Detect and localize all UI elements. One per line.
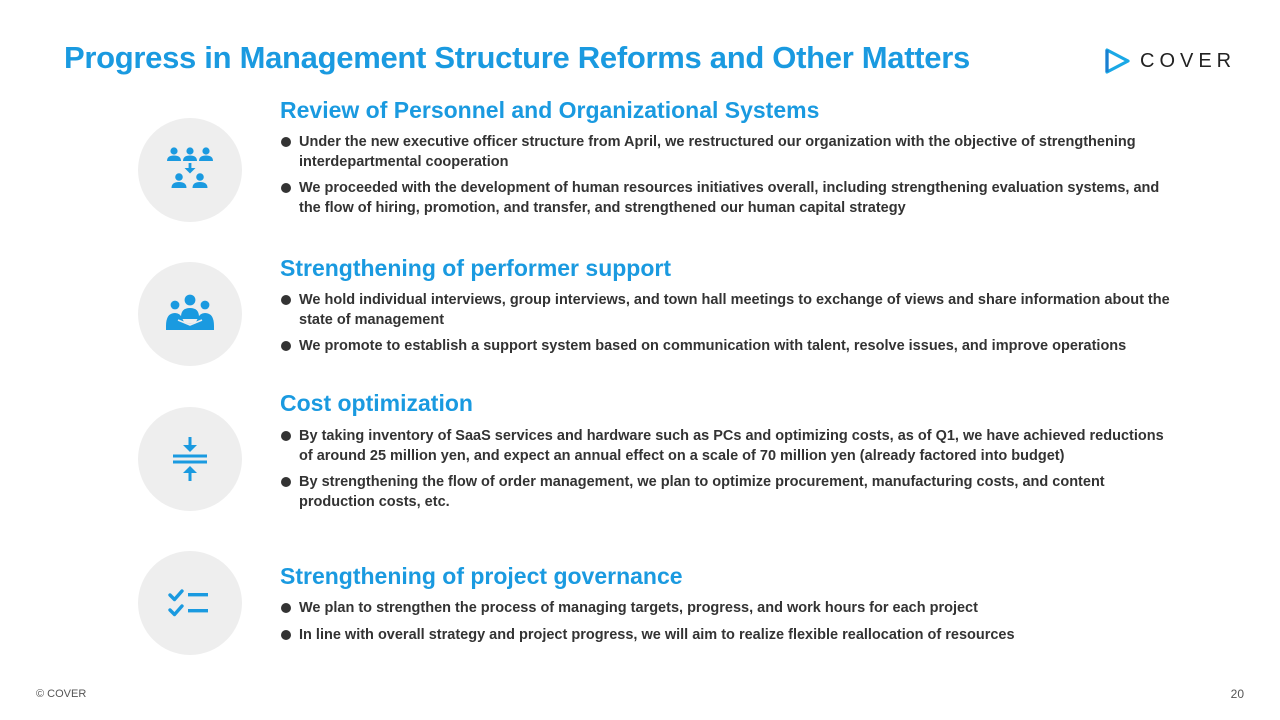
cover-logo <box>1104 48 1236 74</box>
list-item: By taking inventory of SaaS services and hardware such as PCs and optimizing costs, as of Q1, we have achieved reductions of around 25 million yen, and expect an annual effect on a scale of 70 million yen (already factored into budget) <box>280 427 1170 466</box>
bullet-list <box>280 291 1170 364</box>
page-number: 20 <box>1230 687 1244 701</box>
list-item: In line with overall strategy and project progress, we will aim to realize flexible reallocation of resources <box>280 626 1170 646</box>
page-title: Progress in Management Structure Reforms and Other Matters <box>64 40 970 75</box>
bullet-dot-icon <box>281 431 291 441</box>
group-support-icon <box>164 288 216 340</box>
section-heading: Review of Personnel and Organizational Systems <box>280 97 820 123</box>
list-item: Under the new executive officer structure from April, we restructured our organization with the objective of strengthening interdepartmental cooperation <box>280 133 1170 172</box>
bullet-dot-icon <box>281 183 291 193</box>
bullet-list <box>280 133 1170 225</box>
icon-circle <box>138 551 242 655</box>
bullet-list <box>280 599 1170 652</box>
checklist-icon <box>164 577 216 629</box>
compress-icon <box>164 433 216 485</box>
bullet-dot-icon <box>281 295 291 305</box>
org-restructure-icon <box>164 144 216 196</box>
list-item: We hold individual interviews, group interviews, and town hall meetings to exchange of views and share information about the state of management <box>280 291 1170 330</box>
icon-circle <box>138 118 242 222</box>
bullet-list <box>280 427 1170 519</box>
logo-text: COVER <box>1140 49 1237 72</box>
cover-logo-icon <box>1104 48 1130 74</box>
icon-circle <box>138 262 242 366</box>
list-item: We proceeded with the development of human resources initiatives overall, including strengthening evaluation systems, and the flow of hiring, promotion, and transfer, and strengthened our human capital strategy <box>280 179 1170 218</box>
list-item: By strengthening the flow of order management, we plan to optimize procurement, manufacturing costs, and content production costs, etc. <box>280 473 1170 512</box>
bullet-dot-icon <box>281 341 291 351</box>
section-heading: Strengthening of performer support <box>280 255 671 281</box>
section-heading: Strengthening of project governance <box>280 563 683 589</box>
copyright-text: © COVER <box>36 688 87 700</box>
bullet-dot-icon <box>281 137 291 147</box>
bullet-dot-icon <box>281 603 291 613</box>
bullet-dot-icon <box>281 477 291 487</box>
icon-circle <box>138 407 242 511</box>
section-heading: Cost optimization <box>280 390 473 416</box>
bullet-dot-icon <box>281 630 291 640</box>
list-item: We plan to strengthen the process of managing targets, progress, and work hours for each project <box>280 599 1170 619</box>
list-item: We promote to establish a support system based on communication with talent, resolve issues, and improve operations <box>280 337 1170 357</box>
